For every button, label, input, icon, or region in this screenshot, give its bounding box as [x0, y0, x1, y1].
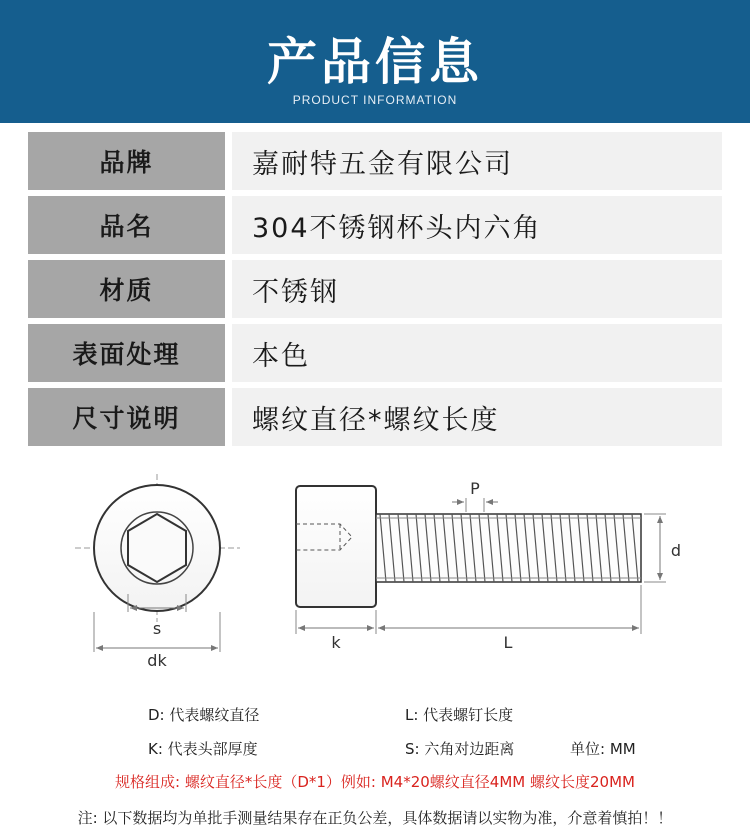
- spec-format-rule: 规格组成: 螺纹直径*长度（D*1）例如: M4*20螺纹直径4MM 螺纹长度20MM: [115, 773, 635, 791]
- spec-label: 品名: [28, 196, 225, 254]
- spec-label: 尺寸说明: [28, 388, 225, 446]
- legend-s: S: 六角对边距离: [405, 740, 515, 758]
- label-d: d: [670, 541, 682, 560]
- spec-label: 品牌: [28, 132, 225, 190]
- spec-value: 螺纹直径*螺纹长度: [232, 388, 722, 446]
- spec-label: 表面处理: [28, 324, 225, 382]
- spec-value: 嘉耐特五金有限公司: [232, 132, 722, 190]
- label-dk: dk: [147, 651, 167, 670]
- spec-row-brand: [28, 132, 722, 190]
- tolerance-note: 注: 以下数据均为单批手测量结果存在正负公差，具体数据请以实物为准，介意着慎拍！！: [77, 809, 673, 827]
- spec-label: 材质: [28, 260, 225, 318]
- spec-value: 不锈钢: [232, 260, 722, 318]
- legend-l: L: 代表螺钉长度: [405, 706, 514, 724]
- screw-side-view: [296, 479, 681, 652]
- label-k: k: [331, 633, 341, 652]
- screw-diagram: [0, 462, 750, 687]
- spec-value: 本色: [232, 324, 722, 382]
- spec-row-material: [28, 260, 722, 318]
- label-l: L: [503, 633, 513, 652]
- spec-row-surface: [28, 324, 722, 382]
- spec-row-product-name: [28, 196, 722, 254]
- header-banner: [0, 0, 750, 123]
- head-top-view: [75, 474, 240, 670]
- page-title: 产品信息: [267, 33, 483, 91]
- spec-value: 304不锈钢杯头内六角: [232, 196, 722, 254]
- spec-row-dimension: [28, 388, 722, 446]
- legend-k: K: 代表头部厚度: [148, 740, 258, 758]
- label-s: s: [152, 619, 162, 638]
- page-subtitle: PRODUCT INFORMATION: [292, 93, 458, 107]
- legend-d: D: 代表螺纹直径: [148, 706, 260, 724]
- label-p: P: [470, 479, 480, 498]
- legend-unit: 单位: MM: [570, 740, 636, 758]
